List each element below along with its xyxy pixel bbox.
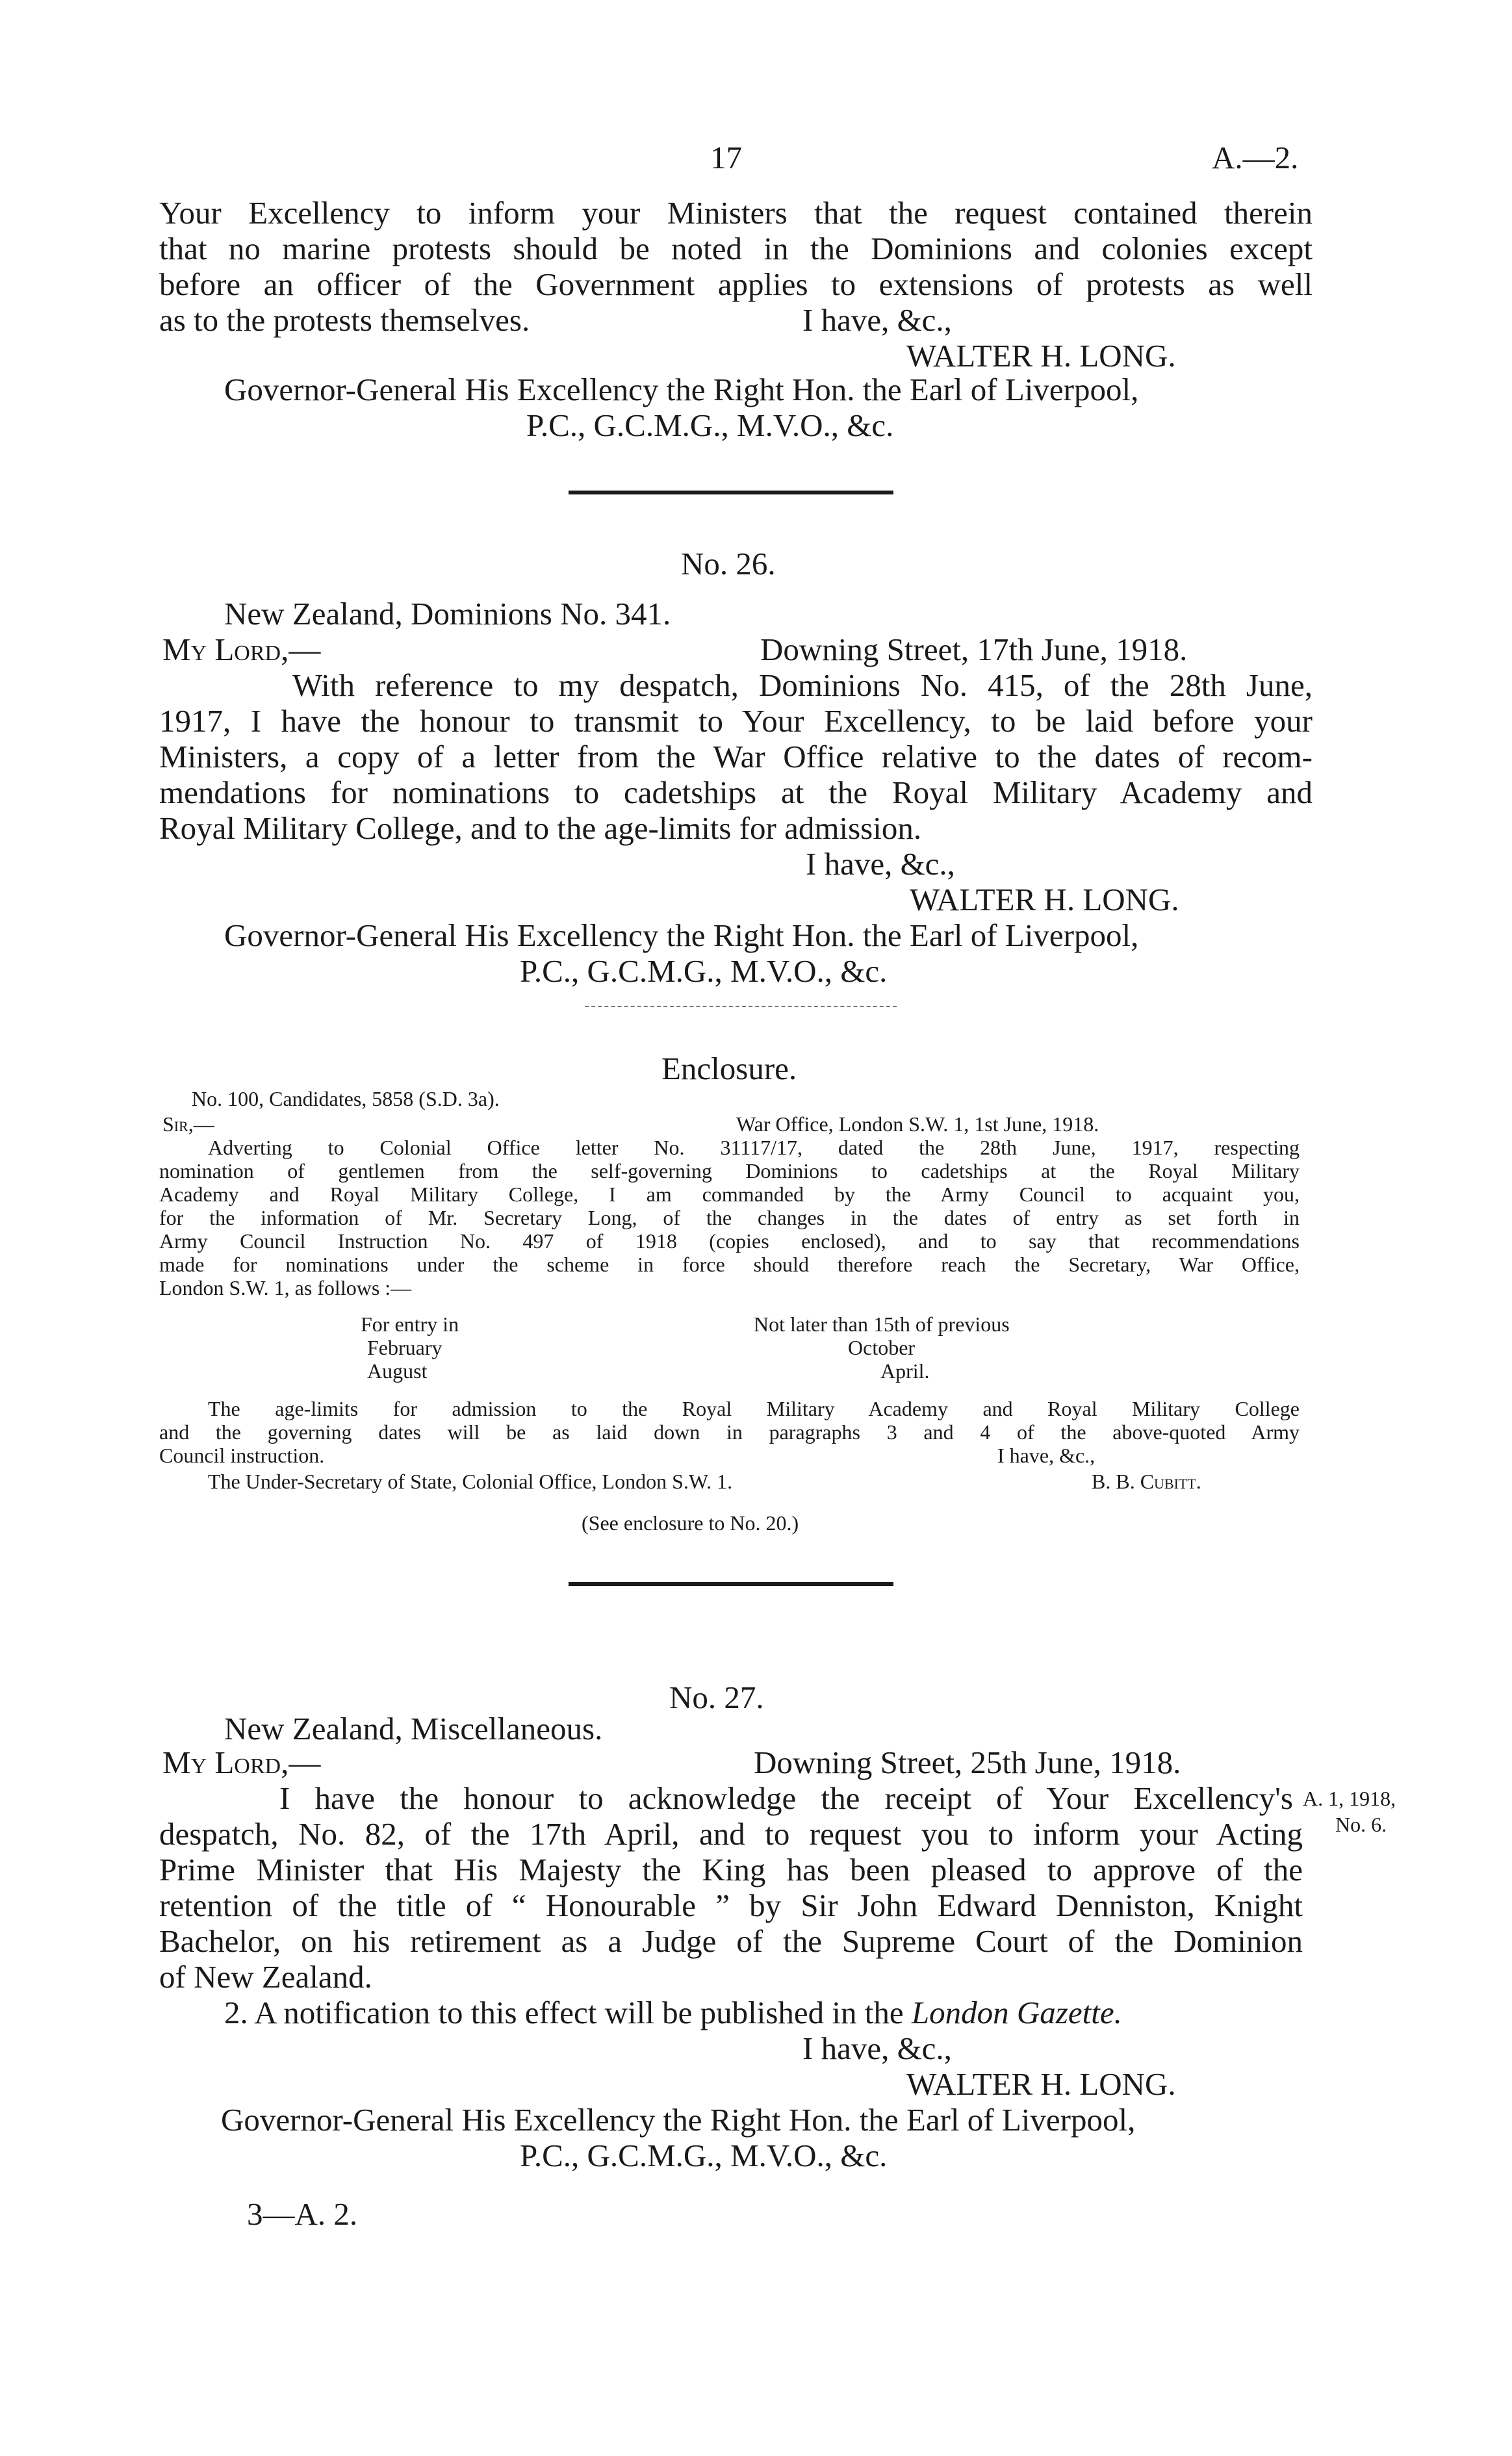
letter27-number: No. 27. [669, 1680, 764, 1715]
letter27-place-date: Downing Street, 25th June, 1918. [754, 1745, 1181, 1780]
letter25-honours: P.C., G.C.M.G., M.V.O., &c. [526, 407, 894, 443]
letter25-last-line: as to the protests themselves. [159, 302, 530, 338]
london-gazette-title: London Gazette. [911, 1995, 1122, 2030]
enclosure-para2-line-2: and the governing dates will be as laid down in paragraphs 3 and 4 of the above-quoted Army [159, 1420, 1300, 1444]
enclosure-addressee: The Under-Secretary of State, Colonial Office, London S.W. 1. [208, 1470, 733, 1493]
enclosure-divider [585, 1006, 897, 1007]
letter26-addressee: Governor-General His Excellency the Right Hon. the Earl of Liverpool, [224, 917, 1139, 953]
table-cell-deadline: April. [880, 1359, 930, 1383]
table-header-entry: For entry in [361, 1312, 459, 1336]
table-cell-deadline: October [848, 1336, 916, 1359]
letter27-body-line-2: despatch, No. 82, of the 17th April, and to request you to inform your Acting [159, 1816, 1303, 1852]
letter27-body-line-4: retention of the title of “ Honourable ” by Sir John Edward Denniston, Knight [159, 1887, 1303, 1923]
enclosure-closing: I have, &c., [997, 1444, 1096, 1467]
enclosure-body-line-2: nomination of gentlemen from the self-governing Dominions to cadetships at the Royal Military [159, 1159, 1300, 1183]
letter27-para2 [224, 1995, 1122, 2031]
letter27-salutation: My Lord,— [162, 1745, 321, 1780]
enclosure-signature: B. B. Cubitt. [1092, 1470, 1201, 1493]
enclosure-body-line-3: Academy and Royal Military College, I am commanded by the Army Council to acquaint you, [159, 1183, 1300, 1206]
enclosure-note: (See enclosure to No. 20.) [582, 1511, 799, 1535]
letter25-addressee: Governor-General His Excellency the Right Hon. the Earl of Liverpool, [224, 372, 1139, 407]
enclosure-place-date: War Office, London S.W. 1, 1st June, 1918. [736, 1112, 1099, 1136]
letter26-body-line-1: With reference to my despatch, Dominions No. 415, of the 28th June, [292, 667, 1313, 703]
section-divider [569, 491, 893, 494]
letter27-signature: WALTER H. LONG. [906, 2066, 1176, 2102]
table-header-deadline: Not later than 15th of previous [754, 1312, 1010, 1336]
letter26-series: New Zealand, Dominions No. 341. [224, 596, 671, 632]
enclosure-body-line-6: made for nominations under the scheme in force should therefore reach the Secretary, War Office, [159, 1253, 1300, 1276]
letter26-body-line-2: 1917, I have the honour to transmit to Your Excellency, to be laid before your [159, 703, 1313, 739]
enclosure-body-line-5: Army Council Instruction No. 497 of 1918 (copies enclosed), and to say that recommendations [159, 1229, 1300, 1253]
letter26-signature: WALTER H. LONG. [910, 882, 1179, 917]
table-cell-entry: August [367, 1359, 428, 1383]
signature-mark: 3—A. 2. [247, 2196, 358, 2232]
enclosure-body-last-line: London S.W. 1, as follows :— [159, 1276, 412, 1299]
letter26-place-date: Downing Street, 17th June, 1918. [760, 632, 1188, 667]
letter26-honours: P.C., G.C.M.G., M.V.O., &c. [520, 953, 888, 989]
table-cell-entry: February [367, 1336, 442, 1359]
letter26-salutation: My Lord,— [162, 632, 321, 667]
letter27-closing: I have, &c., [802, 2030, 952, 2066]
letter26-body-line-3: Ministers, a copy of a letter from the War Office relative to the dates of recom- [159, 739, 1313, 774]
enclosure-body-line-1: Adverting to Colonial Office letter No. 31117/17, dated the 28th June, 1917, respecting [208, 1136, 1300, 1159]
section-divider [569, 1582, 893, 1586]
letter25-line-2: that no marine protests should be noted in the Dominions and colonies except [159, 231, 1313, 266]
enclosure-para2-line-1: The age-limits for admission to the Royal Military Academy and Royal Military College [208, 1397, 1300, 1420]
letter26-body-line-4: mendations for nominations to cadetships at the Royal Military Academy and [159, 774, 1313, 810]
enclosure-salutation: Sir,— [162, 1112, 214, 1136]
letter27-para2-text: 2. A notification to this effect will be published in the [224, 1995, 912, 2030]
page-number: 17 [710, 140, 742, 175]
letter26-closing: I have, &c., [806, 846, 955, 882]
enclosure-para2-last-line: Council instruction. [159, 1444, 325, 1467]
letter27-honours: P.C., G.C.M.G., M.V.O., &c. [520, 2138, 888, 2173]
enclosure-title: Enclosure. [661, 1051, 797, 1086]
margin-reference: A. 1, 1918, [1303, 1787, 1396, 1810]
letter27-body-line-1: I have the honour to acknowledge the receipt of Your Excellency's [279, 1780, 1293, 1816]
enclosure-body-line-4: for the information of Mr. Secretary Long, of the changes in the dates of entry as set forth in [159, 1206, 1300, 1229]
margin-reference-number: No. 6. [1335, 1813, 1387, 1836]
letter27-series: New Zealand, Miscellaneous. [224, 1711, 603, 1746]
document-reference: A.—2. [1212, 140, 1299, 175]
letter25-closing: I have, &c., [802, 302, 952, 338]
letter26-number: No. 26. [681, 546, 776, 582]
enclosure-reference: No. 100, Candidates, 5858 (S.D. 3a). [192, 1087, 500, 1110]
letter26-body-last-line: Royal Military College, and to the age-limits for admission. [159, 810, 922, 846]
letter27-body-last-line: of New Zealand. [159, 1959, 372, 1995]
letter27-addressee: Governor-General His Excellency the Right Hon. the Earl of Liverpool, [221, 2102, 1136, 2138]
letter27-body-line-5: Bachelor, on his retirement as a Judge of the Supreme Court of the Dominion [159, 1923, 1303, 1959]
letter25-signature: WALTER H. LONG. [906, 338, 1176, 374]
letter25-line-1: Your Excellency to inform your Ministers that the request contained therein [159, 195, 1313, 231]
letter25-line-3: before an officer of the Government applies to extensions of protests as well [159, 266, 1313, 302]
letter27-body-line-3: Prime Minister that His Majesty the King has been pleased to approve of the [159, 1852, 1303, 1887]
